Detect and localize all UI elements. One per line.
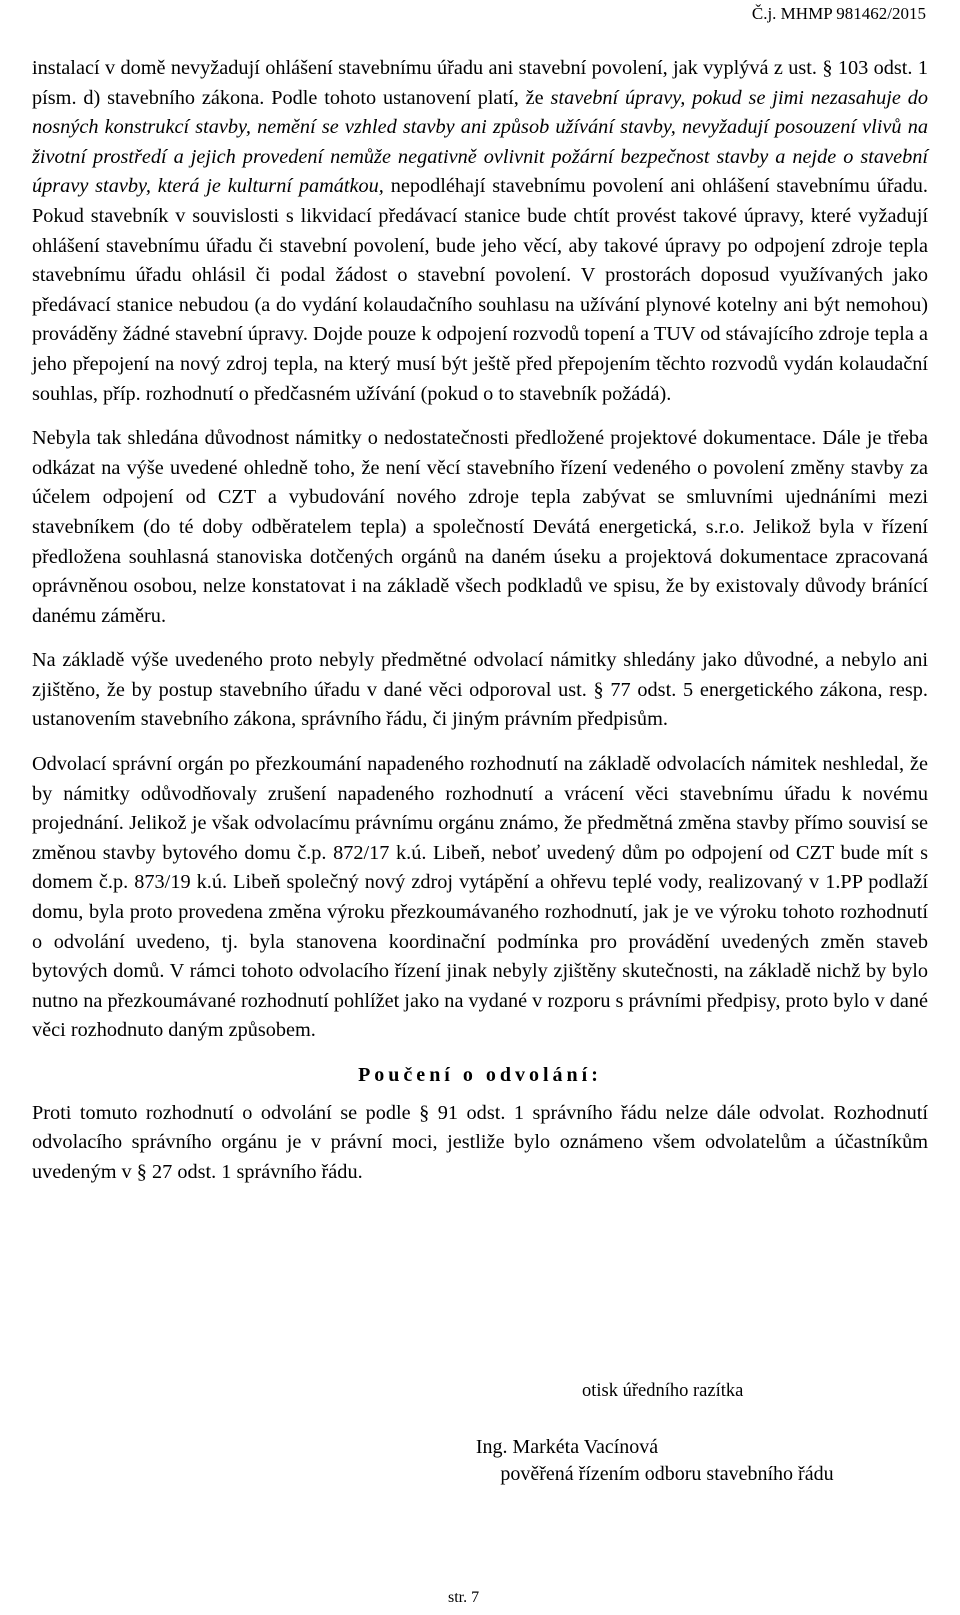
paragraph-5: Proti tomuto rozhodnutí o odvolání se podle § 91 odst. 1 správního řádu nelze dále odvolat. Rozhodnutí odvolacího správního orgánu je v právní moci, jestliže bylo oznámeno všem odvolatelům a účastníkům uvedeným v § 27 odst. 1 správního řádu. [32,1101,928,1183]
paragraph-4: Odvolací správní orgán po přezkoumání napadeného rozhodnutí na základě odvolacích námitek neshledal, že by námitky odůvodňovaly zrušení napadeného rozhodnutí a vrácení věci stavebnímu úřadu k novému projednání. Jelikož je však odvolacímu právnímu orgánu známo, že předmětná změna stavby přímo souvisí se změnou stavby bytového domu č.p. 872/17 k.ú. Libeň, neboť uvedený dům po odpojení od CZT bude mít s domem č.p. 873/19 k.ú. Libeň společný nový zdroj vytápění a ohřevu teplé vody, realizovaný v 1.PP podlaží domu, byla proto provedena změna výroku přezkoumávaného rozhodnutí, jak je ve výroku tohoto rozhodnutí o odvolání uvedeno, tj. byla stanovena koordinační podmínka pro provádění uvedených změn staveb bytových domů. V rámci tohoto odvolacího řízení jinak nebyly zjištěny skutečnosti, na základě nichž by bylo nutno na přezkoumávané rozhodnutí pohlížet jako na vydané v rozporu s právními předpisy, proto bylo v dané věci rozhodnuto daným způsobem. [32,753,928,1042]
document-body [32,54,928,1202]
paragraph-3: Na základě výše uvedeného proto nebyly předmětné odvolací námitky shledány jako důvodné, a nebylo ani zjištěno, že by postup stavebního úřadu v dané věci odporoval ust. § 77 odst. 5 energetického zákona, resp. ustanovením stavebního zákona, správního řádu, či jiným právním předpisům. [32,649,928,731]
page-number: str. 7 [448,1589,480,1606]
signatory-name: Ing. Markéta Vacínová [475,1436,659,1458]
stamp-label: otisk úředního razítka [582,1381,744,1401]
instruction-heading: Poučení o odvolání: [358,1064,602,1086]
paragraph-2: Nebyla tak shledána důvodnost námitky o nedostatečnosti předložené projektové dokumentace. Dále je třeba odkázat na výše uvedené ohledně toho, že není věcí stavebního řízení vedeného o povolení změny stavby za účelem odpojení od CZT a vybudování nového zdroje tepla zabývat se smluvními ujednáními mezi stavebníkem (do té doby odběratelem tepla) a společností Devátá energetická, s.r.o. Jelikož byla v řízení předložena souhlasná stanoviska dotčených orgánů na daném úseku a projektová dokumentace zpracovaná oprávněnou osobou, nelze konstatovat i na základě všech podkladů ve spisu, že by existovaly důvody bránící danému záměru. [32,427,928,627]
paragraph-1-quote: stavební úpravy, pokud se jimi nezasahuje do nosných konstrukcí stavby, nemění se vzhled stavby ani způsob užívání stavby, nevyžadují posouzení vlivů na životní prostředí a jejich provedení nemůže negativně ovlivnit požární bezpečnost stavby a nejde o stavební úpravy stavby, která je kulturní památkou, [32,86,928,198]
signatory-role: pověřená řízením odboru stavebního řádu [500,1463,834,1485]
paragraph-1-lead: instalací v domě nevyžadují ohlášení stavebnímu úřadu ani stavební povolení, jak vyplývá z ust. § 103 odst. 1 písm. d) stavebního zákona. Podle tohoto ustanovení platí, že [32,57,928,109]
paragraph-1-rest: nepodléhají stavebnímu povolení ani ohlášení stavebnímu úřadu. Pokud stavebník v souvislosti s likvidací předávací stanice bude chtít provést takové úpravy, které vyžadují ohlášení stavebnímu úřadu či stavební povolení, bude jeho věcí, aby takové úpravy po odpojení zdroje tepla stavebnímu úřadu ohlásil či podal žádost o stavební povolení. V prostorách doposud využívaných jako předávací stanice nebudou (a do vydání kolaudačního souhlasu na užívání plynové kotelny ani být nemohou) prováděny žádné stavební úpravy. Dojde pouze k odpojení rozvodů topení a TUV od stávajícího zdroje tepla a jeho přepojení na nový zdroj tepla, na který musí být ještě před přepojením těchto rozvodů vydán kolaudační souhlas, příp. rozhodnutí o předčasném užívání (pokud o to stavebník požádá). [32,175,928,405]
reference-number: Č.j. MHMP 981462/2015 [751,4,926,23]
paragraph-1 [32,54,928,409]
